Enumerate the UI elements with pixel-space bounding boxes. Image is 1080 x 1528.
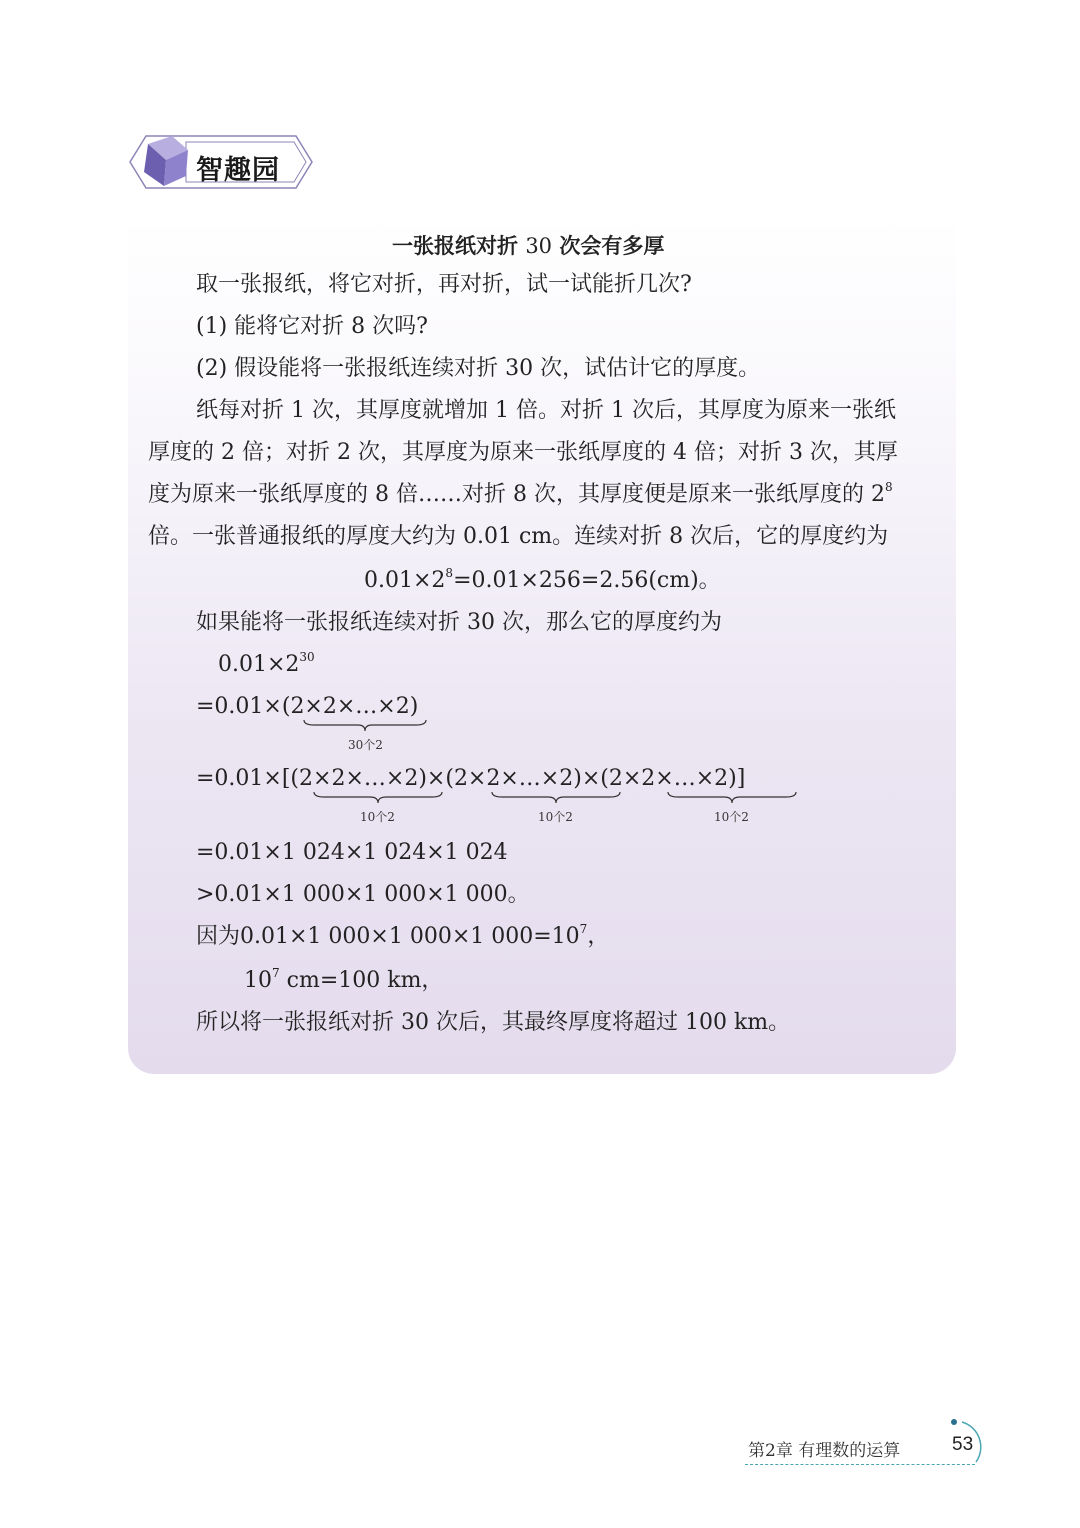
underbrace-label-30: 30个2 — [348, 738, 383, 752]
paragraph-line-3: 度为原来一张纸厚度的 8 倍……对折 8 次，其厚度便是原来一张纸厚度的 $2^8$ — [148, 480, 893, 507]
intro-text: 取一张报纸，将它对折，再对折，试一试能折几次? — [196, 272, 692, 297]
article-title: 一张报纸对折 30 次会有多厚 — [392, 234, 665, 258]
underbrace-30 — [302, 718, 428, 732]
underbrace-10-b — [490, 790, 622, 804]
because-line: 因为0.01×1 000×1 000×1 $000=10^7$， — [196, 922, 610, 949]
footer-divider — [745, 1464, 975, 1465]
conclusion: 所以将一张报纸对折 30 次后，其最终厚度将超过 100 km。 — [196, 1010, 791, 1035]
underbrace-label-10-b: 10个2 — [538, 810, 573, 824]
footer-chapter: 第2章 有理数的运算 — [748, 1441, 901, 1461]
underbrace-label-10-a: 10个2 — [360, 810, 395, 824]
calc-step-5: >0.01×1 000×1 000×1 000。 — [196, 882, 530, 907]
question-1: (1) 能将它对折 8 次吗? — [196, 314, 428, 339]
question-2: (2) 假设能将一张报纸连续对折 30 次，试估计它的厚度。 — [196, 356, 761, 381]
underbrace-10-c — [666, 790, 798, 804]
calc-step-1: $0.01\times 2^{30}$ — [218, 650, 315, 677]
paragraph-line-2: 厚度的 2 倍；对折 2 次，其厚度为原来一张纸厚度的 4 倍；对折 3 次，其厚 — [148, 440, 898, 465]
section-header-label: 智趣园 — [196, 155, 280, 186]
paragraph-2: 如果能将一张报纸连续对折 30 次，那么它的厚度约为 — [196, 610, 722, 635]
underbrace-label-10-c: 10个2 — [714, 810, 749, 824]
underbrace-10-a — [312, 790, 444, 804]
paragraph-line-4: 倍。一张普通报纸的厚度大约为 0.01 cm。连续对折 8 次后，它的厚度约为 — [148, 524, 889, 549]
calc-step-4: =0.01×1 024×1 024×1 024 — [196, 840, 508, 865]
equation-8-folds: $0.01\times 2^8=0.01\times 256=2.56(cm)$。 — [364, 566, 721, 593]
paragraph-line-1: 纸每对折 1 次，其厚度就增加 1 倍。对折 1 次后，其厚度为原来一张纸 — [196, 398, 896, 423]
unit-conversion: $10^7$ cm=100 km， — [244, 966, 444, 993]
calc-step-3: =0.01×[(2×2×…×2)×(2×2×…×2)×(2×2×…×2)] — [196, 766, 746, 791]
calc-step-2: =0.01×(2×2×…×2) — [196, 694, 419, 719]
page-number: 53 — [952, 1434, 974, 1455]
